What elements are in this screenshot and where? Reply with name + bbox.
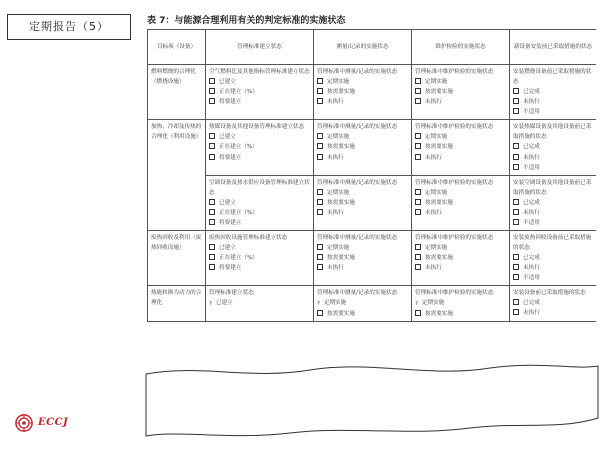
target-cell: 热能转换为动力的合理化 (148, 286, 206, 322)
checkbox-option[interactable]: 已建立 (209, 243, 310, 253)
target-cell: 加热、冷却及传热的合理化（利用设施） (148, 120, 206, 231)
cell-description: 空气燃料比及其他指标管理标准建立状态 (209, 69, 310, 75)
checkbox-option[interactable]: 按需要实施 (415, 142, 506, 152)
checkbox-option[interactable]: 定期实施 (317, 77, 408, 87)
status-cell (314, 286, 412, 322)
status-cell (510, 175, 597, 230)
table-header-row (148, 30, 597, 65)
status-cell (206, 175, 314, 230)
table-row-heat-to-power (148, 286, 597, 322)
table-row-waste-heat (148, 230, 597, 285)
checkbox-option[interactable]: 不适用 (513, 273, 593, 283)
header-measurement: 测量/记录的实施状态 (314, 30, 412, 65)
checkbox-option[interactable]: 未执行 (513, 308, 593, 318)
checkbox-option[interactable]: 已完成 (513, 87, 593, 97)
status-cell (314, 230, 412, 285)
checkbox-option[interactable]: 按需要实施 (415, 309, 506, 319)
cell-description: 管理标准中维护检验的实施状态 (415, 234, 494, 241)
checkbox-option[interactable]: 定期实施 (317, 243, 408, 253)
checkbox-option[interactable]: 已完成 (513, 198, 593, 208)
table-row-fuel-combustion (148, 65, 597, 120)
cell-description: 管理标准中测量/记录的实施状态 (317, 234, 398, 241)
cell-description: 废热回收设施管理标准建立状态 (209, 234, 288, 241)
checkbox-option[interactable]: 将要建立 (209, 97, 310, 107)
checkbox-option[interactable]: 定期实施 (317, 132, 408, 142)
cell-description: 安装设备前已采取措施的状态 (513, 290, 586, 297)
checkbox-option[interactable]: 按需要实施 (317, 198, 408, 208)
checkbox-option[interactable]: 未执行 (415, 97, 506, 107)
cell-description: 管理标准中测量/记录的实施状态 (317, 290, 398, 297)
status-cell (314, 120, 412, 175)
cell-description: 管理标准建立状态 (209, 290, 254, 297)
target-cell: 燃料燃烧的合理化（燃烧设施） (148, 65, 206, 120)
status-cell (510, 120, 597, 175)
status-cell (206, 65, 314, 120)
table-row-heating-cooling-b (148, 175, 597, 230)
checkbox-option[interactable]: 已建立 (209, 198, 310, 208)
checkbox-option[interactable]: 将要建立 (209, 263, 310, 273)
cell-description: 管理标准中维护检验的实施状态 (415, 124, 494, 131)
checkbox-option[interactable]: 未执行 (513, 208, 593, 218)
checkbox-option[interactable]: 已建立 (209, 132, 310, 142)
checkbox-option[interactable]: 按需要实施 (317, 87, 408, 97)
cell-description: 管理标准中维护检验的实施状态 (415, 290, 494, 297)
checkbox-option[interactable]: 未执行 (415, 208, 506, 218)
checkbox-option[interactable]: 定期实施 (317, 188, 408, 198)
checkbox-option[interactable]: 定期实施 (415, 77, 506, 87)
header-standard: 管理标准建立状态 (206, 30, 314, 65)
status-cell (510, 230, 597, 285)
cell-description: 管理标准中维护检验的实施状态 (415, 69, 494, 75)
checkbox-option[interactable]: 未执行 (317, 97, 408, 107)
checkbox-option[interactable]: 未执行 (415, 263, 506, 273)
checkbox-option[interactable]: 按需要实施 (317, 142, 408, 152)
checkbox-option[interactable]: 已完成 (513, 298, 593, 308)
status-cell (412, 175, 510, 230)
table-title: 表 7：与能源合理利用有关的判定标准的实施状态 (147, 16, 346, 26)
cell-description: 管理标准中测量/记录的实施状态 (317, 124, 398, 131)
checkbox-option[interactable]: 正在建立（%） (209, 253, 310, 263)
checkbox-option[interactable]: 不适用 (513, 163, 593, 173)
status-cell (412, 120, 510, 175)
cell-description: 安装热媒设备及其他设备前已采取措施的状态 (513, 124, 592, 141)
target-cell: 废热回收及利用（废热回收设施） (148, 230, 206, 285)
checkbox-option[interactable]: 未执行 (317, 263, 408, 273)
cell-description: 空调设备及热水供应设备管理标准建立状态 (209, 179, 310, 196)
checkbox-option[interactable]: 未执行 (415, 153, 506, 163)
checkbox-option[interactable]: 定期实施 (415, 243, 506, 253)
header-target: 目标项（设备） (148, 30, 206, 65)
status-cell (412, 286, 510, 322)
torn-paper-edge (140, 356, 600, 446)
checkbox-option[interactable]: 将要建立 (209, 153, 310, 163)
checkbox-option[interactable]: 已完成 (513, 142, 593, 152)
checkbox-option[interactable]: ? 定期实施 (317, 298, 408, 309)
checkbox-option[interactable]: 未执行 (317, 208, 408, 218)
status-cell (510, 65, 597, 120)
checkbox-option[interactable]: 按需要实施 (415, 253, 506, 263)
status-cell (510, 286, 597, 322)
checkbox-option[interactable]: 未执行 (513, 97, 593, 107)
status-cell (206, 230, 314, 285)
cell-description: 管理标准中测量/记录的实施状态 (317, 179, 398, 186)
cell-description: 安装空调设备及其他设备前已采取措施的状态 (513, 179, 592, 196)
checkbox-option[interactable]: 按需要实施 (415, 87, 506, 97)
eccj-logo-icon (15, 414, 33, 432)
checkbox-option[interactable]: 已完成 (513, 253, 593, 263)
cell-description: 管理标准中测量/记录的实施状态 (317, 69, 398, 75)
checkbox-option[interactable]: 按需要实施 (415, 198, 506, 208)
checkbox-option[interactable]: 未执行 (317, 153, 408, 163)
eccj-logo-text: ECCJ (38, 417, 69, 428)
checkbox-option[interactable]: 定期实施 (415, 132, 506, 142)
checkbox-option[interactable]: ? 定期实施 (415, 298, 506, 309)
checkbox-option[interactable]: 未执行 (513, 153, 593, 163)
status-cell (412, 230, 510, 285)
checkbox-option[interactable]: 按需要实施 (317, 253, 408, 263)
header-new-equipment: 新设备安装前已采取措施的状态 (510, 30, 597, 65)
checkbox-option[interactable]: 定期实施 (415, 188, 506, 198)
checkbox-option[interactable]: 正在建立（%） (209, 87, 310, 97)
status-cell (206, 286, 314, 322)
cell-description: 安装燃烧设备前已采取措施的状态 (513, 69, 592, 86)
status-cell (412, 65, 510, 120)
table-row-heating-cooling-a (148, 120, 597, 175)
checkbox-option[interactable]: ? 已建立 (209, 298, 310, 309)
cell-description: 热媒设备及其他设备管理标准建立状态 (209, 124, 305, 131)
header-maintenance: 维护检验的实施状态 (412, 30, 510, 65)
cell-description: 管理标准中维护检验的实施状态 (415, 179, 494, 186)
checkbox-option[interactable]: 按需要实施 (317, 309, 408, 319)
checkbox-option[interactable]: 未执行 (513, 263, 593, 273)
status-cell (314, 175, 412, 230)
status-cell (314, 65, 412, 120)
status-cell (206, 120, 314, 175)
checkbox-option[interactable]: 已建立 (209, 77, 310, 87)
checkbox-option[interactable]: 正在建立（%） (209, 208, 310, 218)
checkbox-option[interactable]: 不适用 (513, 218, 593, 228)
checkbox-option[interactable]: 不适用 (513, 107, 593, 117)
report-section-label: 定期报告（5） (7, 14, 131, 40)
checkbox-option[interactable]: 将要建立 (209, 218, 310, 228)
checkbox-option[interactable]: 正在建立（%） (209, 142, 310, 152)
status-table (147, 29, 596, 322)
cell-description: 安装废热回收设备前已采取措施的状态 (513, 234, 592, 251)
